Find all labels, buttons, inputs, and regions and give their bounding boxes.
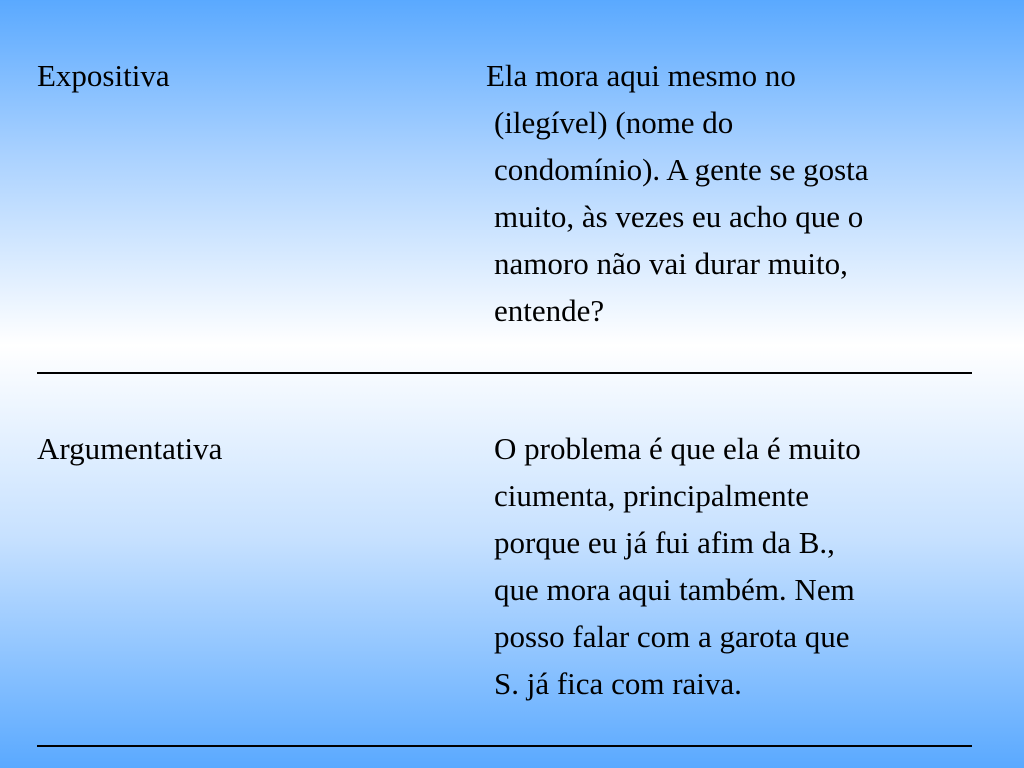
- example-line: Ela mora aqui mesmo no: [486, 58, 796, 93]
- example-expositiva: [486, 52, 994, 334]
- example-line: O problema é que ela é muito: [494, 431, 861, 466]
- example-line: S. já fica com raiva.: [494, 666, 742, 701]
- example-line: namoro não vai durar muito,: [494, 246, 848, 281]
- example-line: entende?: [494, 293, 605, 328]
- example-line: muito, às vezes eu acho que o: [494, 199, 864, 234]
- separator-line: [37, 372, 972, 374]
- example-argumentativa: [494, 425, 994, 707]
- text-type-expositiva: Expositiva: [37, 58, 170, 93]
- example-line: posso falar com a garota que: [494, 619, 850, 654]
- example-line: que mora aqui também. Nem: [494, 572, 855, 607]
- example-line: (ilegível) (nome do: [494, 105, 734, 140]
- example-line: porque eu já fui afim da B.,: [494, 525, 835, 560]
- example-line: ciumenta, principalmente: [494, 478, 810, 513]
- separator-line: [37, 745, 972, 747]
- text-type-argumentativa: Argumentativa: [37, 431, 223, 466]
- example-line: condomínio). A gente se gosta: [494, 152, 869, 187]
